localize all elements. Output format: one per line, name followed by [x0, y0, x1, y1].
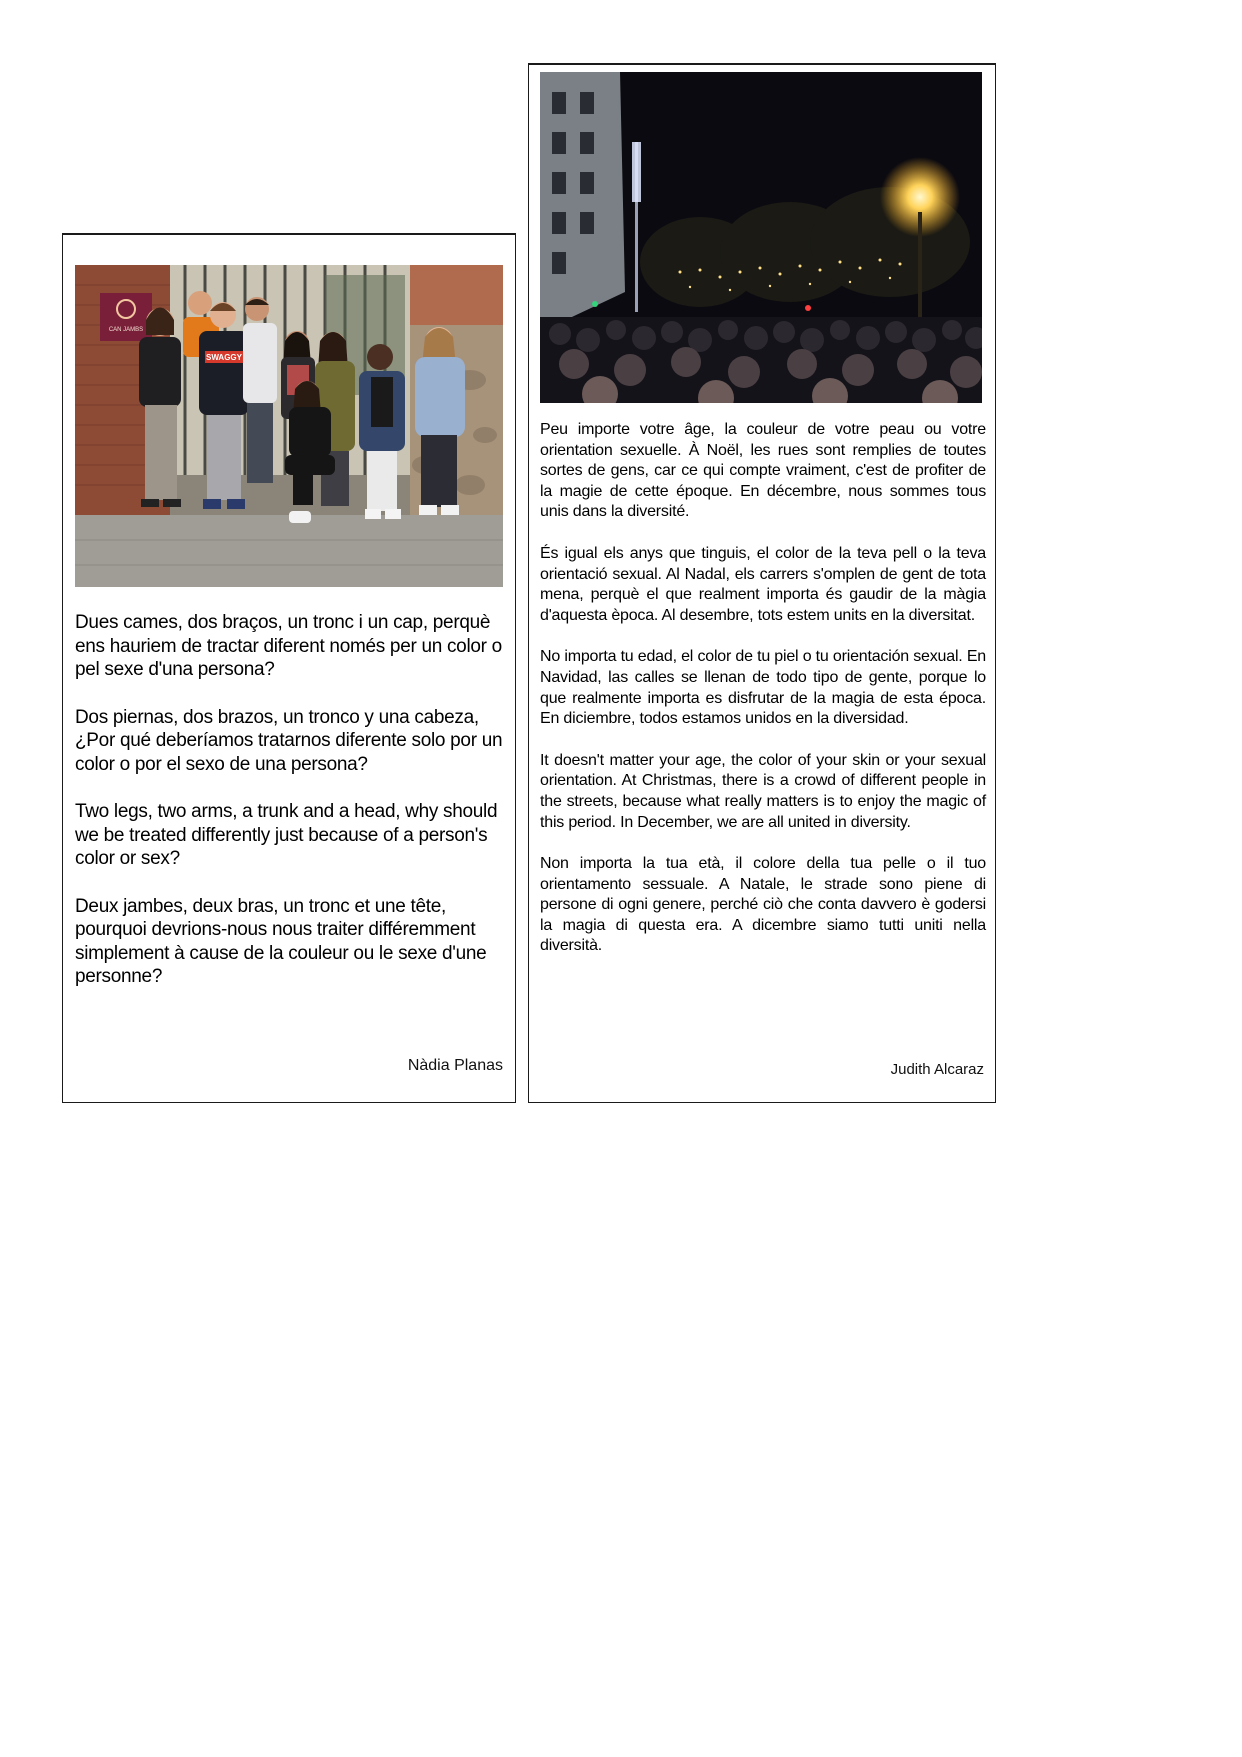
- author-name: Nàdia Planas: [407, 1057, 503, 1074]
- right-article-card: [528, 63, 996, 1103]
- street-photo-illustration: [540, 72, 982, 403]
- author-name: Judith Alcaraz: [890, 1061, 984, 1078]
- group-photo: [75, 265, 503, 587]
- paragraph-english: It doesn't matter your age, the color of your skin or your sexual orientation. At Christmas, there is a crowd of different people in the streets, because what really matters is to enjoy the magic of this period. In December, we are all united in diversity.: [540, 751, 986, 831]
- paragraph-spanish: Dos piernas, dos brazos, un tronco y una cabeza, ¿Por qué deberíamos tratarnos diferente solo por un color o por el sexo de una persona?: [75, 706, 503, 775]
- christmas-street-photo: [540, 72, 982, 403]
- entrance-sign-text: CAN JAMBS: [108, 327, 144, 333]
- paragraph-italian: Non importa la tua età, il colore della tua pelle o il tuo orientamento sessuale. A Natale, le strade sono piene di persone di ogni genere, perché ciò che conta davvero è godersi la magia di questa era. A dicembre siamo tutti uniti nella diversità.: [540, 855, 986, 955]
- paragraph-french: Peu importe votre âge, la couleur de votre peau ou votre orientation sexuelle. À Noël, les rues sont remplies de toutes sortes de gens, car ce qui compte vraiment, c'est de profiter de la magie de cette époque. En décembre, nous sommes tous unis dans la diversité.: [540, 421, 986, 521]
- left-article-card: [62, 233, 516, 1103]
- right-article-text: [540, 420, 986, 978]
- paragraph-catalan: És igual els anys que tinguis, el color de la teva pell o la teva orientació sexual. Al Nadal, els carrers s'omplen de gent de tota mena, perquè el que realment importa és gaudir de la màgia d'aquesta època. Al desembre, tots estem units en la diversitat.: [540, 544, 986, 624]
- paragraph-french: Deux jambes, deux bras, un tronc et une tête, pourquoi devrions-nous nous traiter différemment simplement à cause de la couleur ou le sexe d'une personne?: [75, 895, 487, 987]
- shirt-text: SWAGGY: [205, 353, 243, 362]
- group-photo-illustration: [75, 265, 503, 587]
- paragraph-english: Two legs, two arms, a trunk and a head, why should we be treated differently just because of a person's color or sex?: [75, 801, 498, 869]
- left-article-text: [75, 611, 507, 1013]
- paragraph-catalan: Dues cames, dos braços, un tronc i un cap, perquè ens hauriem de tractar diferent només per un color o pel sexe d'una persona?: [75, 612, 502, 680]
- paragraph-spanish: No importa tu edad, el color de tu piel o tu orientación sexual. En Navidad, las calles se llenan de todo tipo de gente, porque lo que realmente importa es disfrutar de la magia de esta época. En diciembre, todos estamos unidos en la diversidad.: [540, 648, 986, 728]
